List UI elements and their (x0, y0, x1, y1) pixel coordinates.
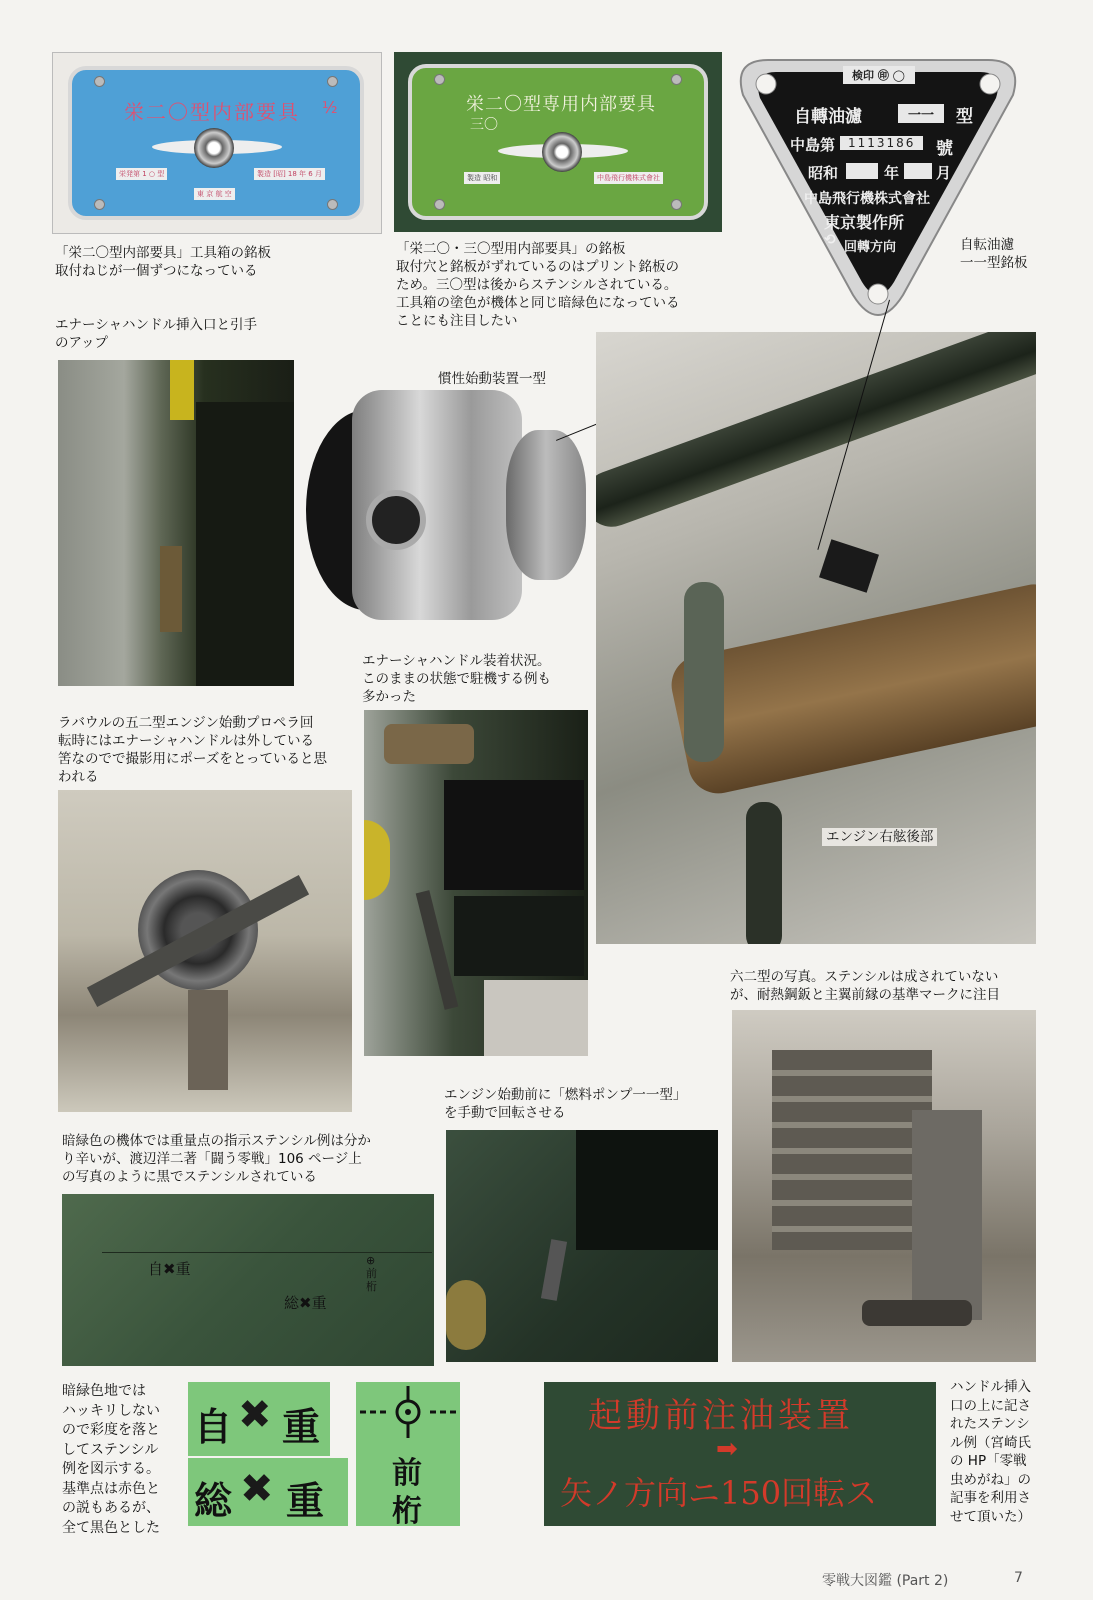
caption-handle-closeup: エナーシャハンドル挿入口と引手 のアップ (55, 317, 257, 351)
oil-plate-line3c: 月 (936, 164, 952, 182)
red-stencil-panel (544, 1382, 936, 1526)
inertia-starter-photo (306, 390, 588, 630)
blue-plate-label-right: 製造 [昭] 18 年 6 月 (254, 168, 325, 180)
blue-plate-label-bottom: 東 京 航 空 (194, 188, 235, 200)
cg-stencil-total (188, 1458, 348, 1526)
dark-panel (576, 1130, 718, 1250)
dark-panel-2 (454, 896, 584, 976)
figure (188, 990, 228, 1090)
footer-title: 零戦大図鑑 (Part 2) (822, 1573, 949, 1589)
handle-insertion-photo (58, 360, 294, 686)
oil-plate-text (728, 50, 1028, 320)
screw-icon (327, 199, 338, 210)
caption-blue-plate: 「栄二〇型内部要具」工具箱の銘板 取付ねじが一個ずつになっている (55, 245, 271, 279)
frame-tube (596, 332, 1036, 535)
pump-crank (541, 1239, 567, 1301)
vertical-tube (684, 582, 724, 762)
cg-mark-1: 自✖重 (148, 1260, 191, 1278)
dark-panel (444, 780, 584, 890)
green-plate-title: 栄二〇型専用内部要具 (466, 94, 656, 115)
caption-engine-rear: エンジン右舷後部 (822, 828, 937, 846)
screw-icon (327, 76, 338, 87)
page-number: 7 (1014, 1570, 1023, 1586)
starter-gear (506, 430, 586, 580)
boot-sole (862, 1300, 972, 1326)
oil-plate-line2a: 中島第 (790, 136, 836, 154)
cg-cross-icon: ✖ (238, 1392, 272, 1438)
screw-icon (94, 199, 105, 210)
blue-plate-fraction: ½ (322, 98, 338, 117)
datum-stencil (356, 1382, 460, 1529)
rotation-arrow-icon: ⟲ (824, 232, 836, 248)
cg-cross-icon: ✖ (240, 1466, 274, 1512)
lower-tube (746, 802, 782, 944)
handle-mounted-photo (364, 710, 588, 1056)
yellow-band (364, 820, 390, 900)
screw-icon (671, 199, 682, 210)
yellow-object (446, 1280, 486, 1350)
caption-rabaul: ラバウルの五二型エンジン始動プロペラ回 転時にはエナーシャハンドルは外している 筈なのでで撮影用にポーズをとっていると思 われる (58, 715, 328, 785)
oil-plate-year-box (846, 163, 878, 179)
screw-icon (94, 76, 105, 87)
caption-starter: 慣性始動装置一型 (438, 371, 546, 387)
red-stencil-line2: 矢ノ方向ニ150回転ス (560, 1474, 878, 1512)
oil-plate-line3b: 年 (884, 164, 900, 182)
blue-plate-title: 栄二〇型内部要具 (124, 100, 300, 124)
engine-icon (542, 132, 582, 172)
red-stencil-line1: 起動前注油装置 (588, 1396, 854, 1436)
oil-plate-line2c: 號 (936, 139, 953, 159)
oil-plate-top: 検印 ㊞ ◯ (852, 69, 905, 82)
stencil-sou2: 重 (286, 1479, 325, 1523)
green-nameplate (408, 64, 708, 220)
pull-handle (160, 546, 182, 632)
exhaust-panel (772, 1050, 932, 1250)
caption-oil-plate: 自転油濾 一一型銘板 (960, 237, 1028, 271)
blue-plate-label-left: 栄発第 1 ○ 型 (116, 168, 167, 180)
stencil-sou: 総 (194, 1479, 233, 1523)
cg-mark-2: 総✖重 (284, 1294, 327, 1312)
caption-type62: 六二型の写真。ステンシルは成されていない が、耐熱鋼鈑と主翼前縁の基準マークに注目 (730, 969, 1000, 1003)
caption-stencil-note: 暗緑色地では ハッキリしない ので彩度を落と してステンシル 例を図示する。 基準点は赤色と の説もあるが、 全て黒色とした (62, 1383, 160, 1536)
stencil-front1: 前 (392, 1456, 422, 1491)
yellow-stripe (170, 360, 194, 420)
cg-stencil-weight (188, 1382, 330, 1456)
oil-plate-line1b: 一一 (898, 104, 944, 123)
panel-line (102, 1252, 432, 1253)
engine-icon (194, 128, 234, 168)
green-plate-sub: 三〇 (470, 117, 498, 133)
oil-plate-line1c: 型 (956, 107, 973, 127)
cowl-flap (384, 724, 474, 764)
datum-mark: ⊕ 前 桁 (366, 1254, 377, 1293)
stencil-jyu2: 重 (282, 1405, 321, 1449)
boot (912, 1110, 982, 1320)
inertia-handle (416, 890, 459, 1010)
caption-handle-stencil: ハンドル挿入 口の上に記さ れたステンシ ル例（宮崎氏 の HP「零戦 虫めがね」の 記事を利用さ せて頂いた） (950, 1379, 1031, 1525)
caption-green-plate: 「栄二〇・三〇型用内部要具」の銘板 取付穴と銘板がずれているのはプリント銘板の ため。三〇型は後からステンシルされている。 工具箱の塗色が機体と同じ暗緑色になっている ことにも注目したい (396, 241, 680, 329)
datum-crosshair-icon (356, 1382, 460, 1442)
screw-icon (434, 199, 445, 210)
fuel-pump-photo (446, 1130, 718, 1362)
rabaul-photo (58, 790, 352, 1112)
cowl-panel (196, 402, 294, 686)
green-plate-label-left: 製造 昭和 (464, 172, 500, 184)
stencil-front2: 桁 (392, 1494, 422, 1529)
screw-icon (671, 74, 682, 85)
starter-port (366, 490, 426, 550)
oil-plate-factory: 東京製作所 (824, 213, 905, 232)
filter-plate-small (819, 539, 879, 592)
green-plate-label-right: 中島飛行機株式會社 (594, 172, 663, 184)
oil-plate-serial: 1113186 (840, 136, 923, 150)
engine-rear-photo (596, 332, 1036, 944)
oil-plate-maker: 中島飛行機株式會社 (804, 191, 930, 207)
blue-nameplate (68, 66, 364, 220)
caption-cg-stencil: 暗緑色の機体では重量点の指示ステンシル例は分か り辛いが、渡辺洋二著「闘う零戦」106 ページ上 の写真のように黒でステンシルされている (62, 1133, 371, 1185)
oil-plate-rotation: 回轉方向 (844, 240, 897, 255)
cg-stencil-photo (62, 1194, 434, 1366)
screw-icon (434, 74, 445, 85)
caption-fuel-pump: エンジン始動前に「燃料ポンプ一一型」 を手動で回転させる (444, 1087, 687, 1121)
stencil-jyu: 自 (194, 1405, 233, 1449)
red-arrow-icon: ➡ (716, 1434, 738, 1464)
oil-plate-month-box (904, 163, 932, 179)
oil-plate-line1a: 自轉油濾 (794, 107, 862, 127)
oil-plate-line3a: 昭和 (808, 164, 839, 182)
type62-photo (732, 1010, 1036, 1362)
silver-panel (484, 980, 588, 1056)
caption-handle-mounted: エナーシャハンドル装着状況。 このままの状態で駐機する例も 多かった (362, 653, 551, 705)
